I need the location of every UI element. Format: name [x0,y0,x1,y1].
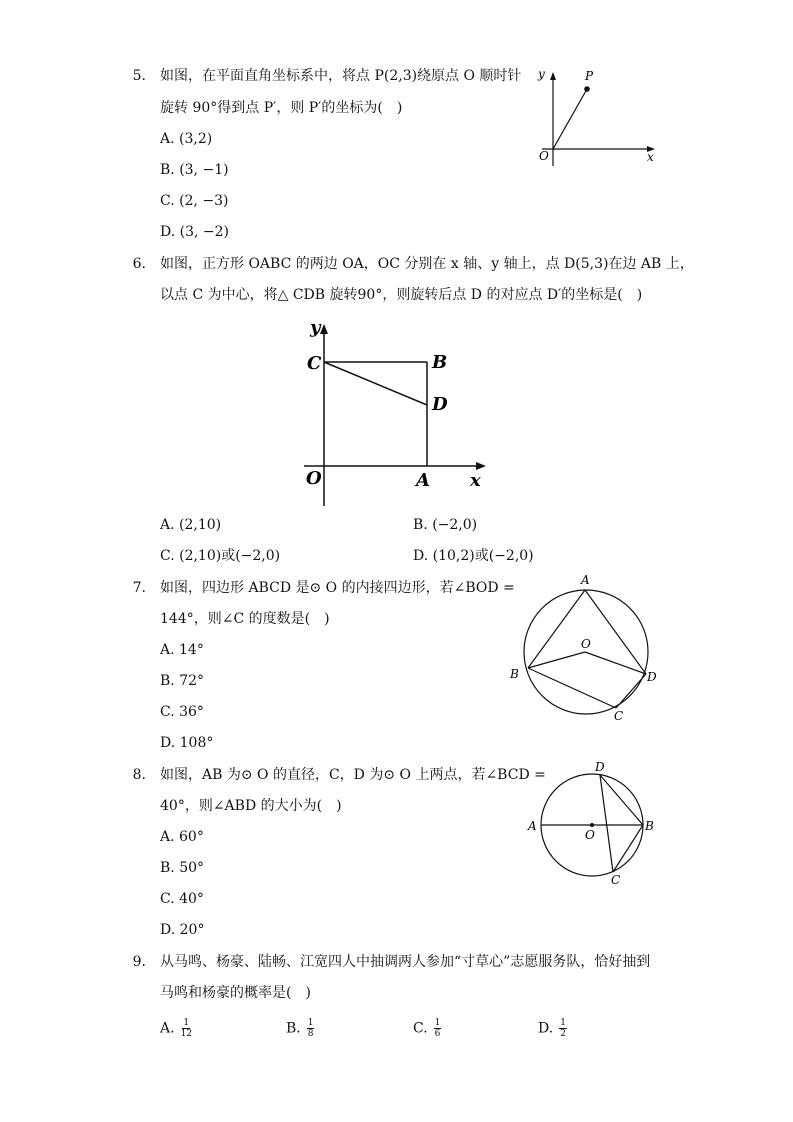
fraction-denominator: 2 [560,1029,566,1039]
option-label: A. [160,1020,175,1037]
label-y: y [538,67,545,81]
option-d: D. (3, −2) [160,224,229,240]
fraction-denominator: 6 [434,1029,441,1039]
option-c: C. (2,10)或(−2,0) [160,548,281,564]
question-text-line: 旋转 90°得到点 P′，则 P′的坐标为( ) [160,100,403,116]
fraction-numerator: 1 [307,1018,314,1028]
label-o: O [585,828,595,842]
fraction [434,1018,442,1039]
fraction-denominator: 12 [180,1029,193,1039]
figure-inscribed-quadrilateral [505,570,665,726]
fraction [181,1018,192,1039]
figure-square-oabc [296,318,492,510]
option-label: B. [286,1020,301,1037]
question-text-line: 如图，在平面直角坐标系中，将点 P(2,3)绕原点 O 顺时针 [160,68,522,84]
option-a: A. (2,10) [160,517,222,533]
option-c: C. 40° [160,891,204,907]
label-b: B [645,819,654,833]
fraction [559,1018,567,1039]
question-number: 9. [132,954,146,970]
label-a: A [528,819,537,833]
label-o: O [581,637,591,651]
option-b: B. (−2,0) [413,517,478,533]
fraction-denominator: 8 [307,1029,314,1039]
label-c: C [614,709,624,723]
option-d: D. (10,2)或(−2,0) [413,548,534,564]
label-o: O [306,468,322,489]
option-a: A. 60° [160,829,204,845]
label-a: A [581,573,590,587]
option-label: C. [413,1020,428,1037]
question-text-line: 如图，正方形 OABC 的两边 OA，OC 分别在 x 轴、y 轴上，点 D(5,3)在边 AB 上， [160,256,694,272]
option-a [160,1018,192,1039]
question-text-line: 马鸣和杨豪的概率是( ) [160,985,311,1001]
fraction-numerator: 1 [183,1018,190,1028]
question-text-line: 如图，四边形 ABCD 是⊙ O 的内接四边形，若∠BOD = [160,580,515,596]
fraction-numerator: 1 [560,1018,566,1028]
figure-coordinate-point-p [528,62,663,176]
question-number: 8. [132,767,146,783]
option-a: A. (3,2) [160,131,213,147]
option-c: C. (2, −3) [160,193,229,209]
label-c: C [307,353,322,374]
label-x: x [647,150,654,164]
label-x: x [470,470,481,491]
option-b [286,1018,314,1039]
question-text-line: 如图，AB 为⊙ O 的直径，C，D 为⊙ O 上两点，若∠BCD = [160,767,546,783]
option-a: A. 14° [160,642,204,658]
figure-circle-diameter [525,757,665,889]
label-b: B [510,667,519,681]
label-y: y [310,318,321,338]
label-a: A [416,470,430,491]
question-text-line: 从马鸣、杨豪、陆畅、江宽四人中抽调两人参加“寸草心”志愿服务队，恰好抽到 [160,954,651,970]
question-text-line: 144°，则∠C 的度数是( ) [160,611,330,627]
question-text-line: 以点 C 为中心，将△ CDB 旋转90°，则旋转后点 D 的对应点 D′的坐标是( ) [160,287,643,303]
option-d [538,1018,567,1039]
label-b: B [432,352,448,373]
label-d: D [647,670,657,684]
fraction [307,1018,315,1039]
label-d: D [432,394,448,415]
fraction-numerator: 1 [434,1018,441,1028]
question-number: 7. [132,580,146,596]
option-d: D. 108° [160,735,214,751]
option-c [413,1018,441,1039]
label-c: C [611,873,621,887]
option-label: D. [538,1020,554,1037]
question-number: 5. [132,68,146,84]
option-b: B. (3, −1) [160,162,229,178]
option-b: B. 72° [160,673,205,689]
option-b: B. 50° [160,860,205,876]
label-p: P [585,69,594,83]
label-o: O [539,149,549,163]
question-text-line: 40°，则∠ABD 的大小为( ) [160,798,342,814]
option-c: C. 36° [160,704,204,720]
option-d: D. 20° [160,922,205,938]
question-number: 6. [132,256,146,272]
label-d: D [595,760,605,774]
